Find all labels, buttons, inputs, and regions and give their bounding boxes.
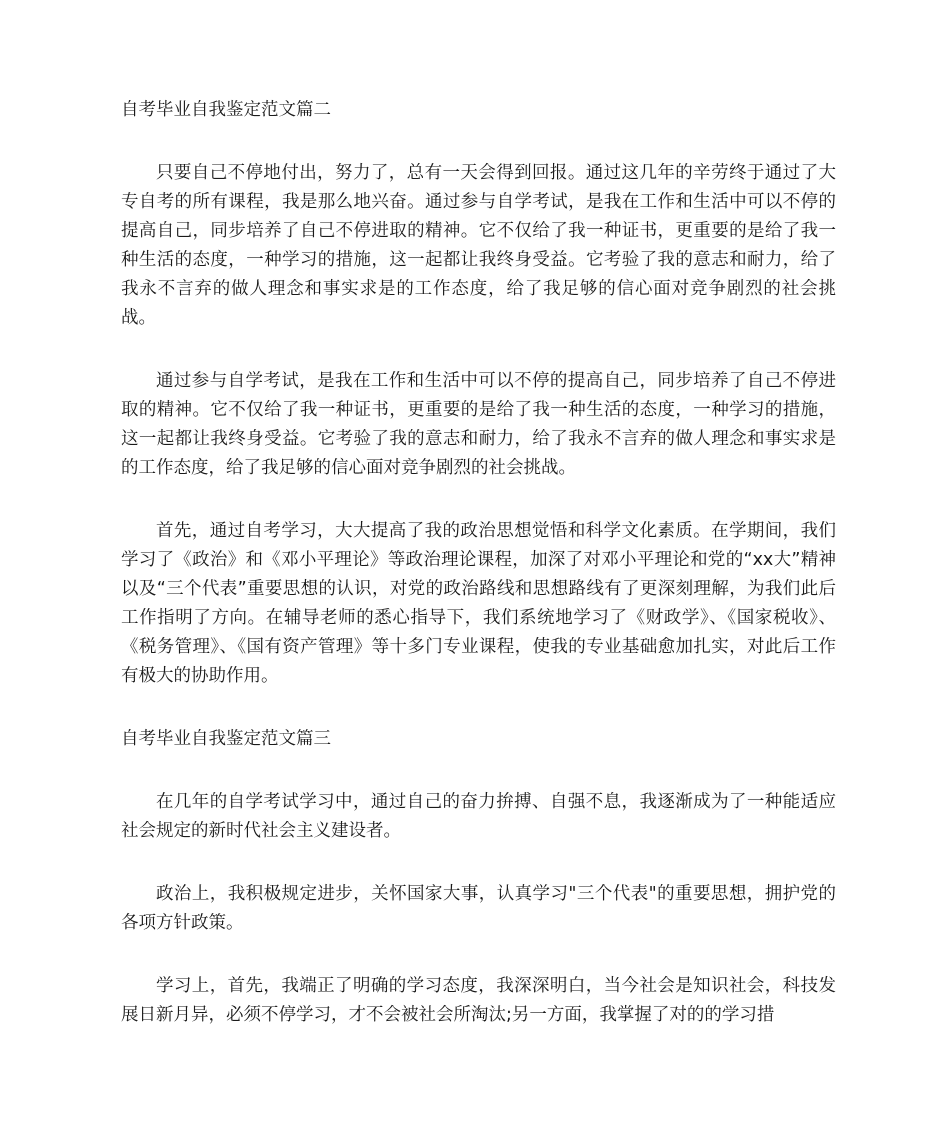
- section-heading-3: 自考毕业自我鉴定范文篇三: [121, 729, 331, 749]
- section3-paragraph-3: 学习上，首先，我端正了明确的学习态度，我深深明白，当今社会是知识社会，科技发展日新月异，必须不停学习，才不会被社会所淘汰;另一方面，我掌握了对的的学习措: [121, 976, 836, 1025]
- section-heading-2: 自考毕业自我鉴定范文篇二: [121, 100, 331, 120]
- section3-paragraph-1: 在几年的自学考试学习中，通过自己的奋力拚搏、自强不息，我逐渐成为了一种能适应社会规定的新时代社会主义建设者。: [121, 792, 836, 841]
- document-body: [121, 96, 836, 1064]
- section2-paragraph-3: 首先，通过自考学习，大大提高了我的政治思想觉悟和科学文化素质。在学期间，我们学习了《政治》和《邓小平理论》等政治理论课程，加深了对邓小平理论和党的“xx大”精神以及“三个代表”重要思想的认识，对党的政治路线和思想路线有了更深刻理解，为我们此后工作指明了方向。在辅导老师的悉心指导下，我们系统地学习了《财政学》、《国家税收》、《税务管理》、《国有资产管理》等十多门专业课程，使我的专业基础愈加扎实，对此后工作有极大的协助作用。: [121, 521, 836, 686]
- section2-paragraph-1: 只要自己不停地付出，努力了，总有一天会得到回报。通过这几年的辛劳终于通过了大专自考的所有课程，我是那么地兴奋。通过参与自学考试，是我在工作和生活中可以不停的提高自己，同步培养了自己不停进取的精神。它不仅给了我一种证书，更重要的是给了我一种生活的态度，一种学习的措施，这一起都让我终身受益。它考验了我的意志和耐力，给了我永不言弃的做人理念和事实求是的工作态度，给了我足够的信心面对竞争剧烈的社会挑战。: [121, 163, 836, 328]
- section3-paragraph-2: 政治上，我积极规定进步，关怀国家大事，认真学习"三个代表"的重要思想，拥护党的各项方针政策。: [121, 884, 836, 933]
- section2-paragraph-2: 通过参与自学考试，是我在工作和生活中可以不停的提高自己，同步培养了自己不停进取的精神。它不仅给了我一种证书，更重要的是给了我一种生活的态度，一种学习的措施，这一起都让我终身受益。它考验了我的意志和耐力，给了我永不言弃的做人理念和事实求是的工作态度，给了我足够的信心面对竞争剧烈的社会挑战。: [121, 371, 836, 478]
